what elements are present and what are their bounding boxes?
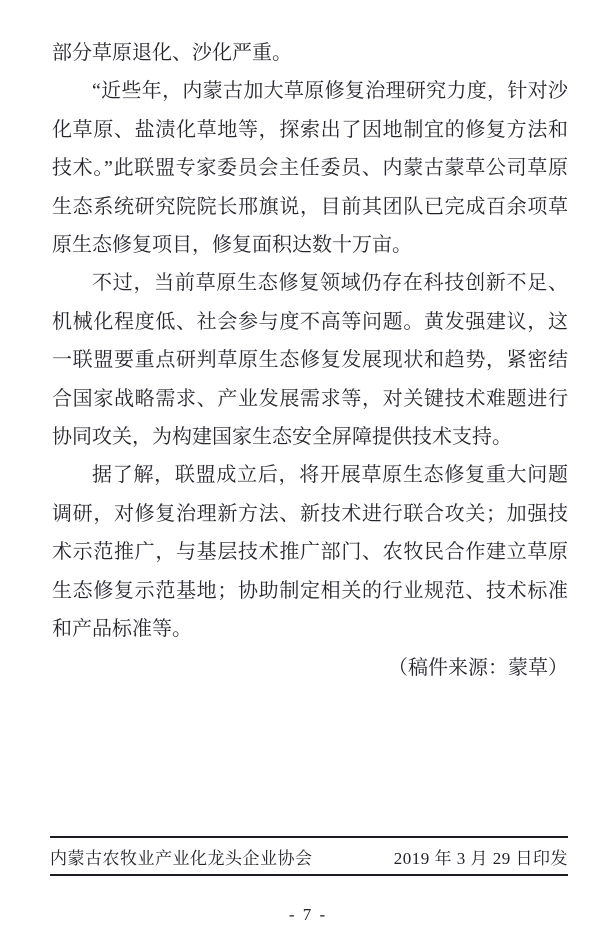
footer-print-date: 2019 年 3 月 29 日印发	[393, 848, 568, 868]
footer-organization: 内蒙古农牧业产业化龙头企业协会	[50, 848, 313, 868]
document-body	[52, 34, 568, 687]
paragraph-continuation: 部分草原退化、沙化严重。	[52, 42, 292, 64]
paragraph-problems-and-suggestions: 不过，当前草原生态修复领域仍存在科技创新不足、机械化程度低、社会参与度不高等问题。黄发强建议，这一联盟要重点研判草原生态修复发展现状和趋势，紧密结合国家战略需求、产业发展需求等，对关键技术难题进行协同攻关，为构建国家生态安全屏障提供技术支持。	[52, 272, 568, 449]
footer-colophon	[50, 836, 568, 876]
paragraph-alliance-plans: 据了解，联盟成立后，将开展草原生态修复重大问题调研，对修复治理新方法、新技术进行联合攻关；加强技术示范推广，与基层技术推广部门、农牧民合作建立草原生态修复示范基地；协助制定相关的行业规范、技术标准和产品标准等。	[52, 464, 568, 641]
source-attribution: （稿件来源：蒙草）	[388, 656, 568, 679]
paragraph-quote-restoration-research: “近些年，内蒙古加大草原修复治理研究力度，针对沙化草原、盐渍化草地等，探索出了因地制宜的修复方法和技术。”此联盟专家委员会主任委员、内蒙古蒙草公司草原生态系统研究院院长邢旗说，目前其团队已完成百余项草原生态修复项目，修复面积达数十万亩。	[52, 80, 568, 257]
page-number: - 7 -	[288, 905, 328, 924]
